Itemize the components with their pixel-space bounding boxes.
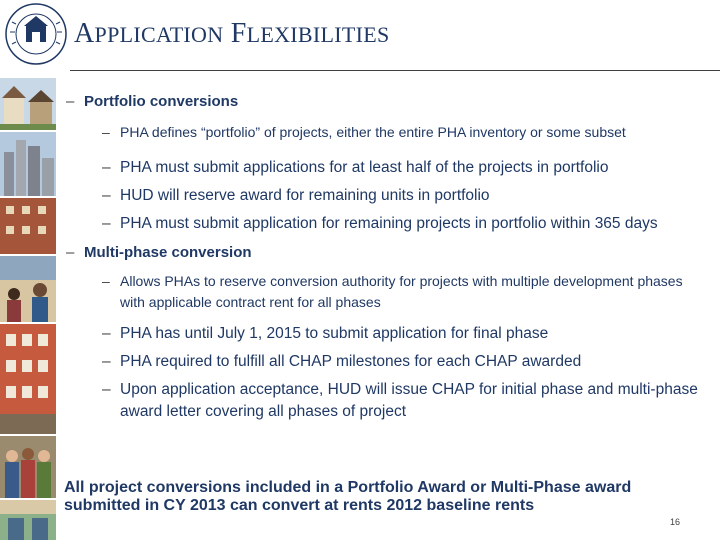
dash-bullet: – [102,353,111,370]
slide-body [66,92,706,423]
list-item [102,271,706,313]
list-item [102,379,706,423]
photo-apartments [0,324,56,434]
header-divider-end [698,70,720,71]
list-item [102,351,706,373]
dash-bullet: – [102,187,111,204]
section-heading-multiphase [66,243,706,263]
photo-storefront [0,500,56,540]
page-number: 16 [669,517,680,527]
title-word-2-rest: LEXIBILITIES [246,22,390,47]
list-item [102,122,706,143]
dash-bullet: – [102,215,111,232]
photo-city-towers [0,132,56,196]
dash-bullet: – [102,124,110,140]
dash-bullet: – [102,159,111,176]
section-heading-portfolio [66,92,706,112]
dash-bullet: – [102,273,110,289]
list-item-text: Allows PHAs to reserve conversion authority for projects with multiple development phases with applicable contract rent for all phases [120,273,683,310]
photo-houses [0,78,56,130]
list-item-text: PHA defines “portfolio” of projects, either the entire PHA inventory or some subset [120,124,626,140]
title-initial-1: A [74,18,95,49]
list-item-text: PHA must submit applications for at least half of the projects in portfolio [120,159,609,176]
list-item-text: Upon application acceptance, HUD will issue CHAP for initial phase and multi-phase award letter covering all phases of project [120,381,698,420]
dash-bullet: – [102,325,111,342]
photo-strip [0,78,56,540]
title-word-1-rest: PPLICATION [94,22,224,47]
list-item-text: PHA must submit application for remaining projects in portfolio within 365 days [120,215,658,232]
section-heading-text: Multi-phase conversion [84,244,252,261]
list-item [102,157,706,179]
section-heading-text: Portfolio conversions [84,93,239,110]
header-divider [70,70,698,71]
dash-bullet: – [66,244,75,261]
title-initial-2: F [230,18,247,49]
bottom-note: All project conversions included in a Portfolio Award or Multi-Phase award submitted in CY 2013 can convert at rents 2012 baseline rents [64,479,632,514]
photo-brick-building [0,198,56,254]
hud-seal-icon [4,2,68,66]
list-item [102,185,706,207]
dash-bullet: – [66,93,75,110]
page-title [74,18,390,51]
list-item [102,213,706,235]
photo-residents [0,256,56,322]
list-item-text: PHA required to fulfill all CHAP milestones for each CHAP awarded [120,353,582,370]
list-item [102,323,706,345]
photo-group [0,436,56,498]
list-item-text: PHA has until July 1, 2015 to submit application for final phase [120,325,549,342]
list-item-text: HUD will reserve award for remaining units in portfolio [120,187,490,204]
dash-bullet: – [102,381,111,398]
